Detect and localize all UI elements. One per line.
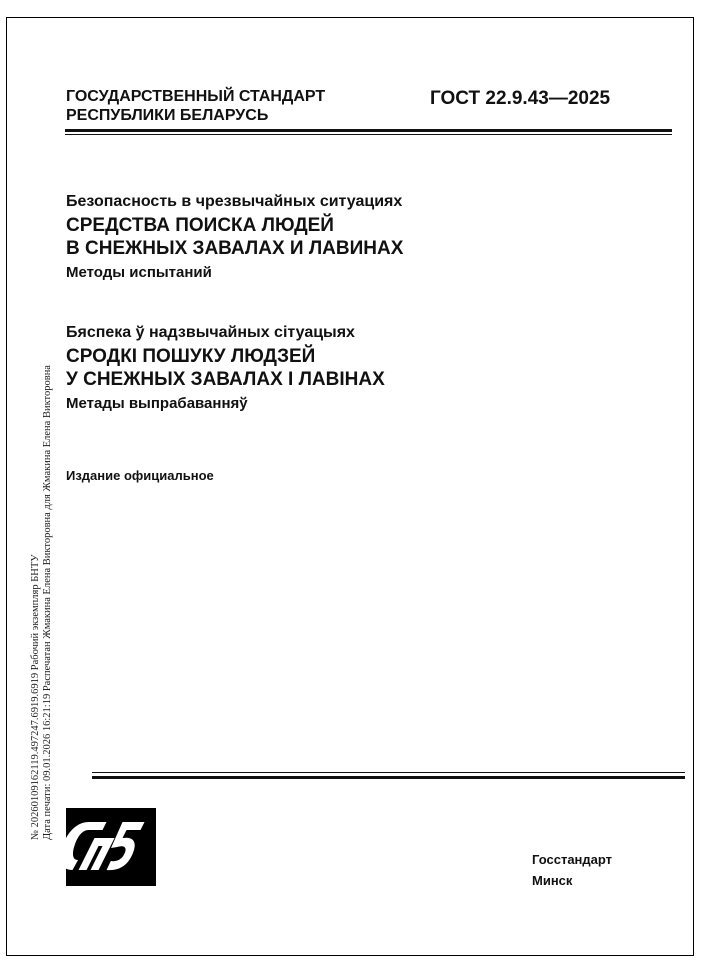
publisher-name: Госстандарт (532, 852, 613, 867)
by-subtitle: Метады выпрабаванняў (66, 395, 248, 412)
ru-title-line-2: В СНЕЖНЫХ ЗАВАЛАХ И ЛАВИНАХ (66, 238, 404, 259)
by-series: Бяспека ў надзвычайных сітуацыях (66, 324, 355, 341)
org-line-1: ГОСУДАРСТВЕННЫЙ СТАНДАРТ (66, 88, 326, 105)
org-line-2: РЕСПУБЛИКИ БЕЛАРУСЬ (66, 107, 269, 124)
stb-logo (66, 808, 156, 886)
edition-note: Издание официальное (66, 468, 214, 483)
publisher-block (532, 849, 612, 891)
issuing-body (66, 87, 325, 125)
ru-series: Безопасность в чрезвычайных ситуациях (66, 193, 403, 210)
watermark-line-2: Дата печати: 09.01.2026 16:21:19 Распечатан Жмакина Елена Викторовна для Жмакина Елена Викторовна (42, 365, 53, 840)
by-title-line-1: СРОДКІ ПОШУКУ ЛЮДЗЕЙ (66, 346, 316, 367)
publisher-city: Минск (532, 873, 573, 888)
footer-rule-thin (92, 772, 685, 773)
ru-title-line-1: СРЕДСТВА ПОИСКА ЛЮДЕЙ (66, 215, 334, 236)
russian-title-block (66, 192, 403, 283)
print-watermark (30, 365, 54, 840)
ru-subtitle: Методы испытаний (66, 264, 212, 281)
watermark-line-1: № 20260109162119.497247.6919.6919 Рабочий экземпляр БНТУ (30, 554, 41, 840)
footer-rule-thick (92, 776, 685, 779)
header-rule-thin (65, 134, 672, 135)
stb-logo-mark (66, 808, 156, 886)
header-rule-thick (65, 129, 672, 132)
standard-code: ГОСТ 22.9.43—2025 (430, 88, 611, 109)
by-title-line-2: У СНЕЖНЫХ ЗАВАЛАХ І ЛАВІНАХ (66, 369, 385, 390)
belarusian-title-block (66, 323, 385, 414)
